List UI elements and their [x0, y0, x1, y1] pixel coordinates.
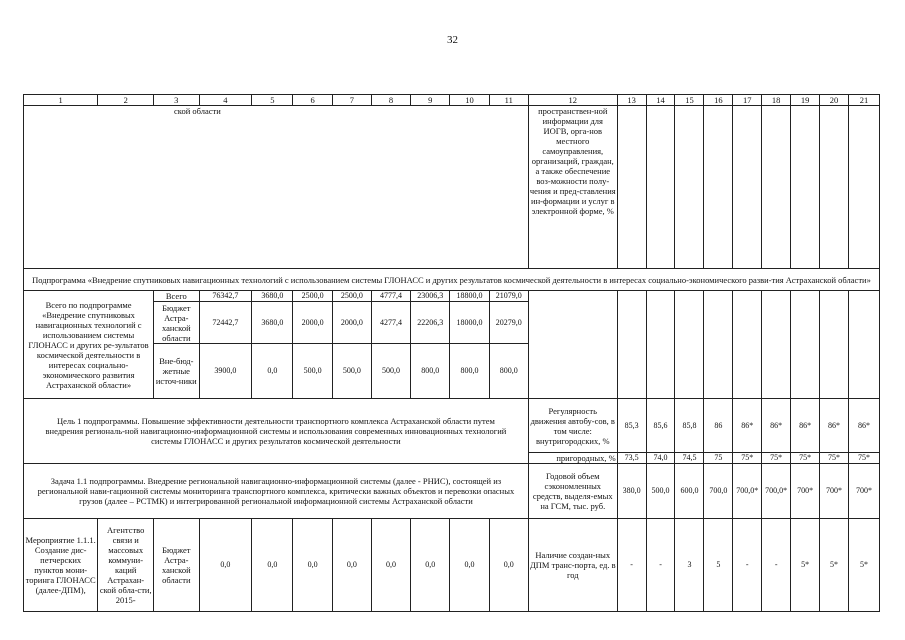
- value-cell: 500,0: [371, 344, 410, 399]
- total-row-all: [24, 291, 880, 302]
- measure-row: [24, 519, 880, 612]
- indicator-value: 700*: [848, 464, 879, 519]
- indicator-value: 500,0: [646, 464, 675, 519]
- indicator-value: 86*: [733, 399, 762, 453]
- source-budget: Бюджет Астра-ханской области: [154, 302, 199, 344]
- indicator-value: -: [617, 519, 646, 612]
- indicator-value: 75*: [820, 453, 849, 464]
- column-number: 17: [733, 95, 762, 106]
- task-indicator: Годовой объем сэкономленных средств, выделя-емых на ГСМ, тыс. руб.: [528, 464, 617, 519]
- measure-name: Мероприятие 1.1.1. Создание дис-петчерских пунктов мони-торинга ГЛОНАСС (далее-ДПМ),: [24, 519, 98, 612]
- total-label: Всего по подпрограмме «Внедрение спутниковых навигационных технологий с использованием системы ГЛОНАСС и других ре-зультатов космической деятельности в интересах социально-экономического развития Астраханской области»: [24, 291, 154, 399]
- value-cell: 2000,0: [332, 302, 371, 344]
- value-cell: 0,0: [332, 519, 371, 612]
- column-number: 3: [154, 95, 199, 106]
- value-cell: 2500,0: [293, 291, 332, 302]
- task-text: Задача 1.1 подпрограммы. Внедрение региональной навигационно-информационной системы (далее - РНИС), состоящей из региональной нави-гационной системы мониторинга транспортного комплекса, критически важных объектов и перевозки опасных грузов (далее – РСТМК) и интегрированной региональной информационной системы Астраханской области: [24, 464, 529, 519]
- measure-source: Бюджет Астра-ханской области: [154, 519, 199, 612]
- source-extrabudget: Вне-бюд-жетные источ-ники: [154, 344, 199, 399]
- column-number: 12: [528, 95, 617, 106]
- task-row: [24, 464, 880, 519]
- goal-text: Цель 1 подпрограммы. Повышение эффективности деятельности транспортного комплекса Астраханской области путем внедрения региональ-ной навигационно-информационной системы и использования современных инновационных технологий системы ГЛОНАСС и других результатов космической деятельности: [24, 399, 529, 464]
- value-cell: 3680,0: [252, 302, 293, 344]
- value-cell: 22206,3: [411, 302, 450, 344]
- column-number: 18: [762, 95, 791, 106]
- column-number: 20: [820, 95, 849, 106]
- indicator-value: -: [733, 519, 762, 612]
- column-number: 15: [675, 95, 704, 106]
- indicator-value: 5*: [820, 519, 849, 612]
- column-number: 9: [411, 95, 450, 106]
- column-number: 21: [848, 95, 879, 106]
- subprogram-title: Подпрограмма «Внедрение спутниковых навигационных технологий с использованием системы ГЛОНАСС и других результатов космической деятельности в интересах социально-экономического разви-тия Астраханской области»: [24, 269, 880, 291]
- value-cell: 800,0: [411, 344, 450, 399]
- column-number: 16: [704, 95, 733, 106]
- value-cell: 0,0: [252, 519, 293, 612]
- value-cell: 2500,0: [332, 291, 371, 302]
- value-cell: 21079,0: [489, 291, 528, 302]
- indicator-value: 75*: [848, 453, 879, 464]
- indicator-value: 74,0: [646, 453, 675, 464]
- column-number: 1: [24, 95, 98, 106]
- indicator-value: 5: [704, 519, 733, 612]
- indicator-value: -: [646, 519, 675, 612]
- indicator-value: 85,3: [617, 399, 646, 453]
- value-cell: 500,0: [332, 344, 371, 399]
- value-cell: 0,0: [252, 344, 293, 399]
- value-cell: 76342,7: [199, 291, 252, 302]
- column-number: 13: [617, 95, 646, 106]
- column-number: 2: [98, 95, 154, 106]
- goal-indicator-1: Регулярность движения автобу-сов, в том числе: внутригородских, %: [528, 399, 617, 453]
- column-number: 19: [791, 95, 820, 106]
- value-cell: 23006,3: [411, 291, 450, 302]
- column-number: 10: [450, 95, 489, 106]
- value-cell: 18000,0: [450, 302, 489, 344]
- indicator-value: 73,5: [617, 453, 646, 464]
- indicator-value: 600,0: [675, 464, 704, 519]
- value-cell: 0,0: [293, 519, 332, 612]
- indicator-value: 85,8: [675, 399, 704, 453]
- column-number: 4: [199, 95, 252, 106]
- value-cell: 4277,4: [371, 302, 410, 344]
- program-table: [23, 94, 880, 612]
- column-number: 6: [293, 95, 332, 106]
- region-text: ской области: [24, 106, 529, 269]
- value-cell: 2000,0: [293, 302, 332, 344]
- indicator-value: 700,0: [704, 464, 733, 519]
- indicator-value: 700*: [820, 464, 849, 519]
- indicator-value: -: [762, 519, 791, 612]
- indicator-value: 5*: [848, 519, 879, 612]
- subprogram-row: [24, 269, 880, 291]
- indicator-value: 700,0*: [733, 464, 762, 519]
- indicator-value: 3: [675, 519, 704, 612]
- indicator-value: 75: [704, 453, 733, 464]
- indicator-value: 86*: [791, 399, 820, 453]
- value-cell: 800,0: [450, 344, 489, 399]
- indicator-value: 700*: [791, 464, 820, 519]
- value-cell: 20279,0: [489, 302, 528, 344]
- indicator-value: 86*: [762, 399, 791, 453]
- indicator-value: 85,6: [646, 399, 675, 453]
- value-cell: 0,0: [371, 519, 410, 612]
- indicator-value: 86: [704, 399, 733, 453]
- indicator-value: 75*: [791, 453, 820, 464]
- indicator-value: 5*: [791, 519, 820, 612]
- value-cell: 4777,4: [371, 291, 410, 302]
- indicator-value: 86*: [820, 399, 849, 453]
- value-cell: 0,0: [450, 519, 489, 612]
- column-number: 11: [489, 95, 528, 106]
- value-cell: 800,0: [489, 344, 528, 399]
- measure-indicator: Наличие создан-ных ДПМ транс-порта, ед. в год: [528, 519, 617, 612]
- source-all: Всего: [154, 291, 199, 302]
- value-cell: 0,0: [199, 519, 252, 612]
- continuation-row: [24, 106, 880, 269]
- indicator-value: 380,0: [617, 464, 646, 519]
- column-number: 14: [646, 95, 675, 106]
- column-number: 8: [371, 95, 410, 106]
- page-number: 32: [447, 34, 458, 46]
- indicator-value: 74,5: [675, 453, 704, 464]
- indicator-value: 86*: [848, 399, 879, 453]
- column-number: 7: [332, 95, 371, 106]
- indicator-cont: пространствен-ной информации для ИОГВ, орга-нов местного самоуправления, организаций, граждан, а также обеспечение воз-можности полу-чения и пред-ставления ин-формации и услуг в электронной форме, %: [528, 106, 617, 269]
- indicator-value: 75*: [762, 453, 791, 464]
- value-cell: 3900,0: [199, 344, 252, 399]
- goal-row: [24, 399, 880, 453]
- value-cell: 500,0: [293, 344, 332, 399]
- value-cell: 18800,0: [450, 291, 489, 302]
- measure-executor: Агентство связи и массовых коммуни-каций Астрахан-ской обла-сти, 2015-: [98, 519, 154, 612]
- value-cell: 0,0: [411, 519, 450, 612]
- indicator-value: 75*: [733, 453, 762, 464]
- indicator-value: 700,0*: [762, 464, 791, 519]
- value-cell: 72442,7: [199, 302, 252, 344]
- goal-indicator-2: пригородных, %: [528, 453, 617, 464]
- value-cell: 3680,0: [252, 291, 293, 302]
- value-cell: 0,0: [489, 519, 528, 612]
- column-number: 5: [252, 95, 293, 106]
- header-row: [24, 95, 880, 106]
